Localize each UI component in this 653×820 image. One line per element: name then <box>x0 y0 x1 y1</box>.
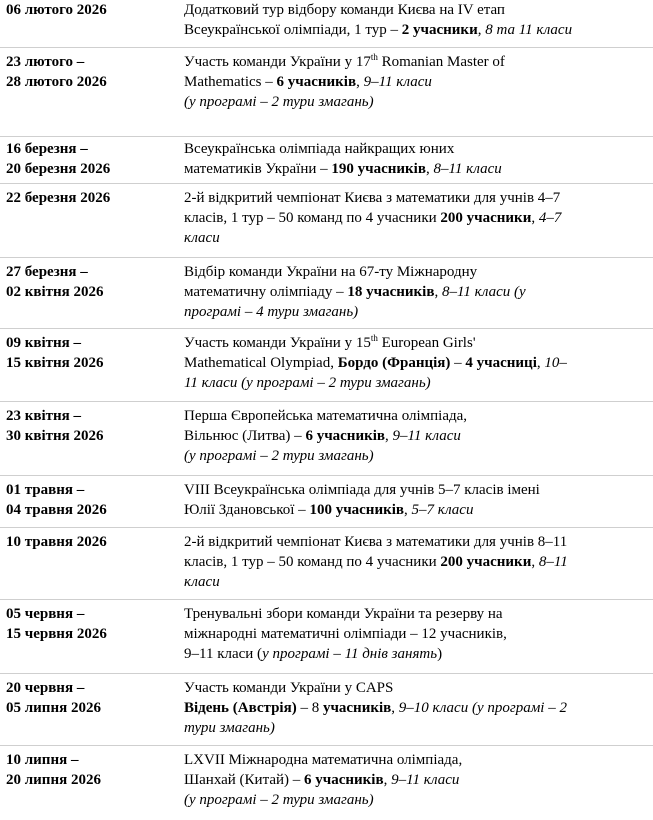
text-segment: 8–11 <box>538 554 568 570</box>
event-date-line: 02 квітня 2026 <box>6 284 104 300</box>
text-segment: 6 учасників <box>276 74 357 90</box>
text-segment: , <box>383 772 392 788</box>
event-description-line <box>184 373 650 393</box>
text-segment: Всеукраїнська олімпіада найкращих юних <box>184 141 455 157</box>
text-segment: , <box>356 74 364 90</box>
event-description-line <box>184 20 650 40</box>
event-row <box>0 678 653 746</box>
text-segment: 10– <box>544 355 567 371</box>
text-segment: 11 класи (у програмі – 2 тури змагань) <box>184 375 431 391</box>
text-segment: Відбір команди України на 67-ту Міжнародну <box>184 264 478 280</box>
event-date-line: 04 травня 2026 <box>6 502 107 518</box>
text-segment: математичну олімпіаду – <box>184 284 348 300</box>
event-date-line: 30 квітня 2026 <box>6 428 104 444</box>
text-segment: математиків України – <box>184 161 332 177</box>
text-segment: , <box>477 22 486 38</box>
event-date-line: 28 лютого 2026 <box>6 74 107 90</box>
text-segment: класів, 1 тур – 50 команд по 4 учасники <box>184 210 441 226</box>
event-description-line <box>184 228 650 248</box>
event-description-line <box>184 406 650 426</box>
event-description-line <box>184 572 650 592</box>
event-description-line <box>184 208 650 228</box>
event-date-line: 15 червня 2026 <box>6 626 107 642</box>
event-description-line <box>184 552 650 572</box>
text-segment: учасників <box>322 700 392 716</box>
event-date <box>6 604 176 644</box>
event-description-line <box>184 282 650 302</box>
text-segment: 6 учасників <box>305 428 386 444</box>
event-description <box>184 262 650 322</box>
event-date-line: 15 квітня 2026 <box>6 355 104 371</box>
event-date-line: 20 липня 2026 <box>6 772 101 788</box>
event-date-line: 06 лютого 2026 <box>6 2 107 18</box>
event-description-line <box>184 159 650 179</box>
event-row <box>0 750 653 818</box>
text-segment: міжнародні математичні олімпіади – 12 учасників, <box>184 626 507 642</box>
text-segment: класи <box>184 574 220 590</box>
event-row <box>0 52 653 137</box>
event-date-line: 23 квітня – <box>6 408 82 424</box>
text-segment: (у програмі – 2 тури змагань) <box>184 448 374 464</box>
text-segment: , <box>531 210 539 226</box>
text-segment: (у програмі – 2 тури змагань) <box>184 94 374 110</box>
text-segment: 6 учасників <box>304 772 384 788</box>
text-segment: Участь команди України у CAPS <box>184 680 394 696</box>
event-date <box>6 480 176 520</box>
text-segment: у програмі – 11 днів занять <box>262 646 438 662</box>
text-segment: , <box>385 428 393 444</box>
text-segment: 4–7 <box>538 210 562 226</box>
text-segment: Додатковий тур відбору команди Києва на IV етап <box>184 2 505 18</box>
event-date <box>6 139 176 179</box>
text-segment: 100 учасників <box>309 502 405 518</box>
event-description-line <box>184 770 650 790</box>
event-date <box>6 52 176 92</box>
event-description <box>184 139 650 179</box>
event-date-line: 01 травня – <box>6 482 85 498</box>
text-segment: , <box>536 355 545 371</box>
text-segment: 8–11 класи (у <box>441 284 526 300</box>
text-segment: 200 учасники <box>440 210 532 226</box>
event-date <box>6 406 176 446</box>
text-segment: Перша Європейська математична олімпіада, <box>184 408 468 424</box>
text-segment: класи <box>184 230 220 246</box>
event-description <box>184 532 650 592</box>
event-description-line <box>184 426 650 446</box>
text-segment: Тренувальні збори команди України та резерву на <box>184 606 503 622</box>
text-segment: Mathematics – <box>184 74 277 90</box>
text-segment: 8–11 класи <box>433 161 502 177</box>
text-segment: Юлії Здановської – <box>184 502 310 518</box>
event-date <box>6 0 176 20</box>
text-segment: Всеукраїнської олімпіади, 1 тур – <box>184 22 402 38</box>
text-segment: Участь команди України у 17 <box>184 54 371 70</box>
event-description-line <box>184 718 650 738</box>
text-segment: Участь команди України у 15 <box>184 335 371 351</box>
text-segment: 200 учасники <box>440 554 532 570</box>
text-segment: 2-й відкритий чемпіонат Києва з математики для учнів 4–7 <box>184 190 561 206</box>
text-segment: 9–10 класи (у програмі – 2 <box>398 700 567 716</box>
event-description-line <box>184 72 650 92</box>
text-segment: 9–11 класи <box>391 772 460 788</box>
event-date-line: 23 лютого – <box>6 54 85 70</box>
text-segment: th <box>370 52 378 62</box>
event-description-line <box>184 139 650 159</box>
event-row <box>0 262 653 329</box>
event-date-line: 27 березня – <box>6 264 88 280</box>
event-date-line: 05 червня – <box>6 606 85 622</box>
event-description-line <box>184 52 650 72</box>
text-segment: VIII Всеукраїнська олімпіада для учнів 5–7 класів імені <box>184 482 540 498</box>
event-description-line <box>184 500 650 520</box>
text-segment: , <box>531 554 539 570</box>
event-description <box>184 406 650 466</box>
text-segment: Вільнюс (Литва) – <box>184 428 306 444</box>
event-description <box>184 750 650 810</box>
event-description-line <box>184 644 650 664</box>
event-date <box>6 333 176 373</box>
event-description <box>184 604 650 664</box>
event-description-line <box>184 353 650 373</box>
event-date-line: 16 березня – <box>6 141 88 157</box>
event-date-line: 22 березня 2026 <box>6 190 111 206</box>
event-row <box>0 532 653 600</box>
text-segment: Бордо (Франція) <box>337 355 451 371</box>
text-segment: th <box>370 333 378 343</box>
event-description-line <box>184 262 650 282</box>
event-row <box>0 0 653 48</box>
event-description-line <box>184 333 650 353</box>
text-segment: 2-й відкритий чемпіонат Києва з математики для учнів 8–11 <box>184 534 568 550</box>
text-segment: 2 учасники <box>401 22 478 38</box>
event-date-line: 05 липня 2026 <box>6 700 101 716</box>
event-description <box>184 480 650 520</box>
event-description <box>184 333 650 393</box>
event-date <box>6 532 176 552</box>
event-description-line <box>184 604 650 624</box>
text-segment: ) <box>437 646 443 662</box>
event-description-line <box>184 0 650 20</box>
event-description-line <box>184 480 650 500</box>
event-description <box>184 188 650 248</box>
text-segment: (у програмі – 2 тури змагань) <box>184 792 374 808</box>
event-description-line <box>184 678 650 698</box>
event-date-line: 20 червня – <box>6 680 85 696</box>
event-description-line <box>184 624 650 644</box>
event-date-line: 09 квітня – <box>6 335 82 351</box>
text-segment: , <box>404 502 412 518</box>
event-description-line <box>184 446 650 466</box>
text-segment: , <box>434 284 442 300</box>
text-segment: 190 учасників <box>331 161 426 177</box>
event-date-line: 10 липня – <box>6 752 79 768</box>
text-segment: 18 учасників <box>347 284 435 300</box>
event-description <box>184 678 650 738</box>
text-segment: , <box>425 161 434 177</box>
text-segment: 5–7 класи <box>411 502 474 518</box>
event-date <box>6 188 176 208</box>
event-row <box>0 333 653 402</box>
text-segment: – <box>450 355 466 371</box>
text-segment: 9–11 класи <box>363 74 432 90</box>
text-segment: класів, 1 тур – 50 команд по 4 учасники <box>184 554 441 570</box>
event-row <box>0 604 653 674</box>
text-segment: тури змагань) <box>184 720 275 736</box>
event-description <box>184 0 650 40</box>
event-description-line <box>184 750 650 770</box>
text-segment: Відень (Австрія) <box>184 700 297 716</box>
event-date <box>6 750 176 790</box>
event-row <box>0 406 653 476</box>
text-segment: – 8 <box>296 700 323 716</box>
event-date-line: 10 травня 2026 <box>6 534 107 550</box>
text-segment: , <box>391 700 399 716</box>
event-row <box>0 139 653 184</box>
text-segment: Шанхай (Китай) – <box>184 772 304 788</box>
text-segment: програмі – 4 тури змагань) <box>184 304 359 320</box>
text-segment: European Girls' <box>377 335 476 351</box>
event-description-line <box>184 92 650 112</box>
event-description-line <box>184 790 650 810</box>
text-segment: Romanian Master of <box>377 54 505 70</box>
event-date <box>6 678 176 718</box>
text-segment: LXVII Міжнародна математична олімпіада, <box>184 752 463 768</box>
event-date <box>6 262 176 302</box>
text-segment: 4 учасниці <box>465 355 537 371</box>
text-segment: 9–11 класи <box>392 428 461 444</box>
event-description <box>184 52 650 112</box>
event-row <box>0 480 653 528</box>
text-segment: 9–11 класи ( <box>184 646 263 662</box>
event-description-line <box>184 532 650 552</box>
text-segment: 8 та 11 класи <box>485 22 573 38</box>
event-description-line <box>184 302 650 322</box>
event-date-line: 20 березня 2026 <box>6 161 111 177</box>
event-description-line <box>184 698 650 718</box>
event-description-line <box>184 188 650 208</box>
event-row <box>0 188 653 258</box>
text-segment: Mathematical Olympiad, <box>184 355 338 371</box>
